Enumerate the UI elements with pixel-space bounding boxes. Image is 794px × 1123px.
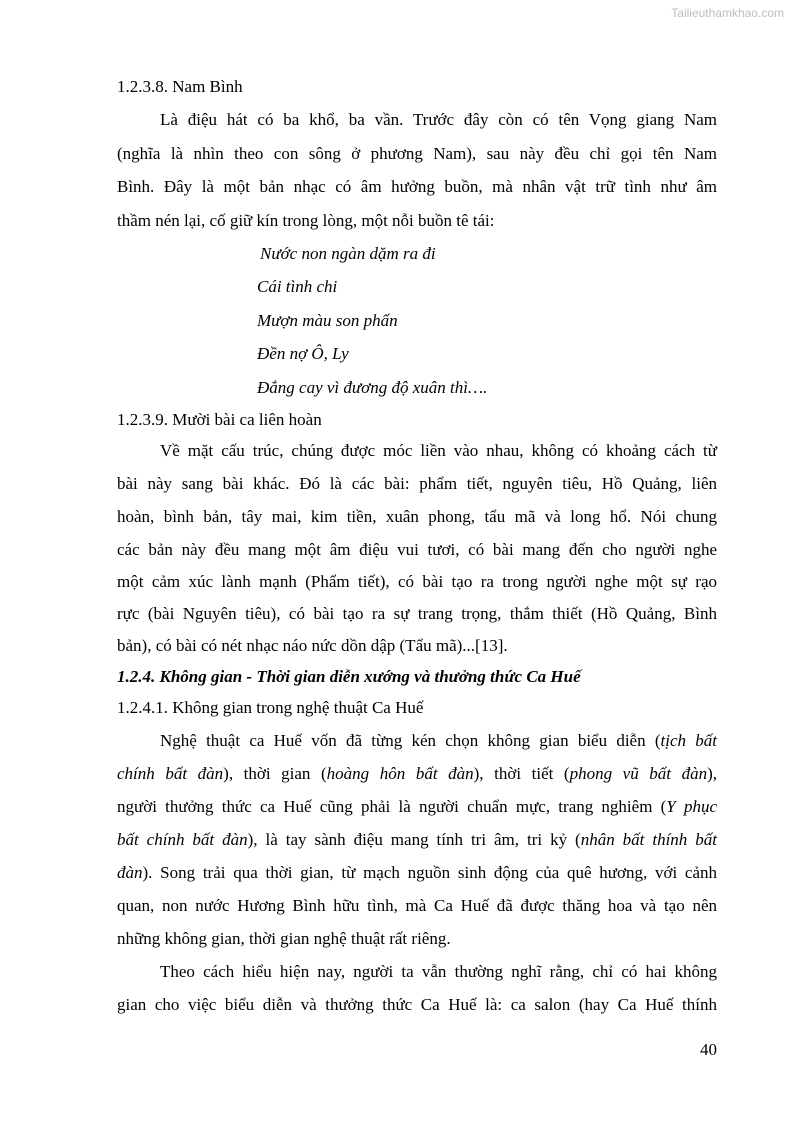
- para-line: bài này sang bài khác. Đó là các bài: phẩm tiết, nguyên tiêu, Hồ Quảng, liên: [117, 474, 717, 493]
- para-line: thầm nén lại, cố giữ kín trong lòng, một nỗi buồn tê tái:: [117, 211, 495, 230]
- para-line: một cảm xúc lành mạnh (Phẩm tiết), có bài tạo ra trong người nghe một sự rạo: [117, 572, 717, 591]
- watermark: Tailieuthamkhao.com: [671, 6, 784, 20]
- poem-line: Mượn màu son phấn: [257, 311, 398, 330]
- poem-line: Đền nợ Ô, Ly: [257, 344, 349, 363]
- page-number: 40: [700, 1040, 717, 1059]
- text-run: người thưởng thức ca Huế cũng phải là người chuẩn mực, trang nghiêm (: [117, 797, 667, 816]
- text-run: ), thời tiết (: [473, 764, 570, 783]
- para-line: những không gian, thời gian nghệ thuật rất riêng.: [117, 929, 451, 948]
- para-line: [117, 797, 717, 817]
- poem-line: Nước non ngàn dặm ra đi: [260, 244, 436, 263]
- section-heading-1238: 1.2.3.8. Nam Bình: [117, 77, 243, 96]
- para-line: [117, 764, 717, 784]
- para-line: [117, 863, 717, 883]
- text-run: ),: [707, 764, 717, 783]
- italic-run: đàn: [117, 863, 143, 882]
- para-line: quan, non nước Hương Bình hữu tình, mà Ca Huế đã được thăng hoa và tạo nên: [117, 896, 717, 915]
- text-run: Nghệ thuật ca Huế vốn đã từng kén chọn không gian biểu diễn (: [160, 731, 661, 750]
- text-run: ), là tay sành điệu mang tính tri âm, tri kỷ (: [247, 830, 581, 849]
- para-line: bản), có bài có nét nhạc náo nức dồn dập (Tẩu mã)...[13].: [117, 636, 508, 655]
- italic-run: phong vũ bất đàn: [569, 764, 708, 783]
- para-line: rực (bài Nguyên tiêu), có bài tạo ra sự trang trọng, thắm thiết (Hồ Quảng, Bình: [117, 604, 717, 623]
- italic-run: Y phục: [666, 797, 717, 816]
- para-line: Bình. Đây là một bản nhạc có âm hưởng buồn, mà nhân vật trữ tình như âm: [117, 177, 717, 196]
- para-line: [117, 830, 717, 850]
- section-heading-1241: 1.2.4.1. Không gian trong nghệ thuật Ca Huế: [117, 698, 424, 717]
- italic-run: nhân bất thính bất: [580, 830, 717, 849]
- para-line: hoàn, bình bản, tây mai, kim tiền, xuân phong, tẩu mã và long hổ. Nói chung: [117, 507, 717, 526]
- poem-line: Cái tình chi: [257, 277, 338, 296]
- para-line: Theo cách hiểu hiện nay, người ta vẫn thường nghĩ rằng, chỉ có hai không: [160, 962, 717, 981]
- para-line: các bản này đều mang một âm điệu vui tươi, có bài mang đến cho người nghe: [117, 540, 717, 559]
- text-run: ), thời gian (: [223, 764, 327, 783]
- poem-line: Đắng cay vì đương độ xuân thì….: [257, 378, 488, 397]
- section-heading-1239: 1.2.3.9. Mười bài ca liên hoàn: [117, 410, 322, 429]
- italic-run: chính bất đàn: [117, 764, 224, 783]
- text-run: ). Song trải qua thời gian, từ mạch nguồn sinh động của quê hương, với cảnh: [142, 863, 717, 882]
- section-heading-124: 1.2.4. Không gian - Thời gian diễn xướng và thưởng thức Ca Huế: [117, 667, 581, 686]
- italic-run: tịch bất: [660, 731, 717, 750]
- para-line: (nghĩa là nhìn theo con sông ở phương Nam), sau này đều chỉ gọi tên Nam: [117, 144, 717, 163]
- para-line: Là điệu hát có ba khổ, ba vần. Trước đây còn có tên Vọng giang Nam: [160, 110, 717, 129]
- italic-run: bất chính bất đàn: [117, 830, 248, 849]
- para-line: [160, 731, 717, 751]
- para-line: Về mặt cấu trúc, chúng được móc liền vào nhau, không có khoảng cách từ: [160, 441, 717, 460]
- italic-run: hoàng hôn bất đàn: [326, 764, 474, 783]
- para-line: gian cho việc biểu diễn và thưởng thức Ca Huế là: ca salon (hay Ca Huế thính: [117, 995, 717, 1014]
